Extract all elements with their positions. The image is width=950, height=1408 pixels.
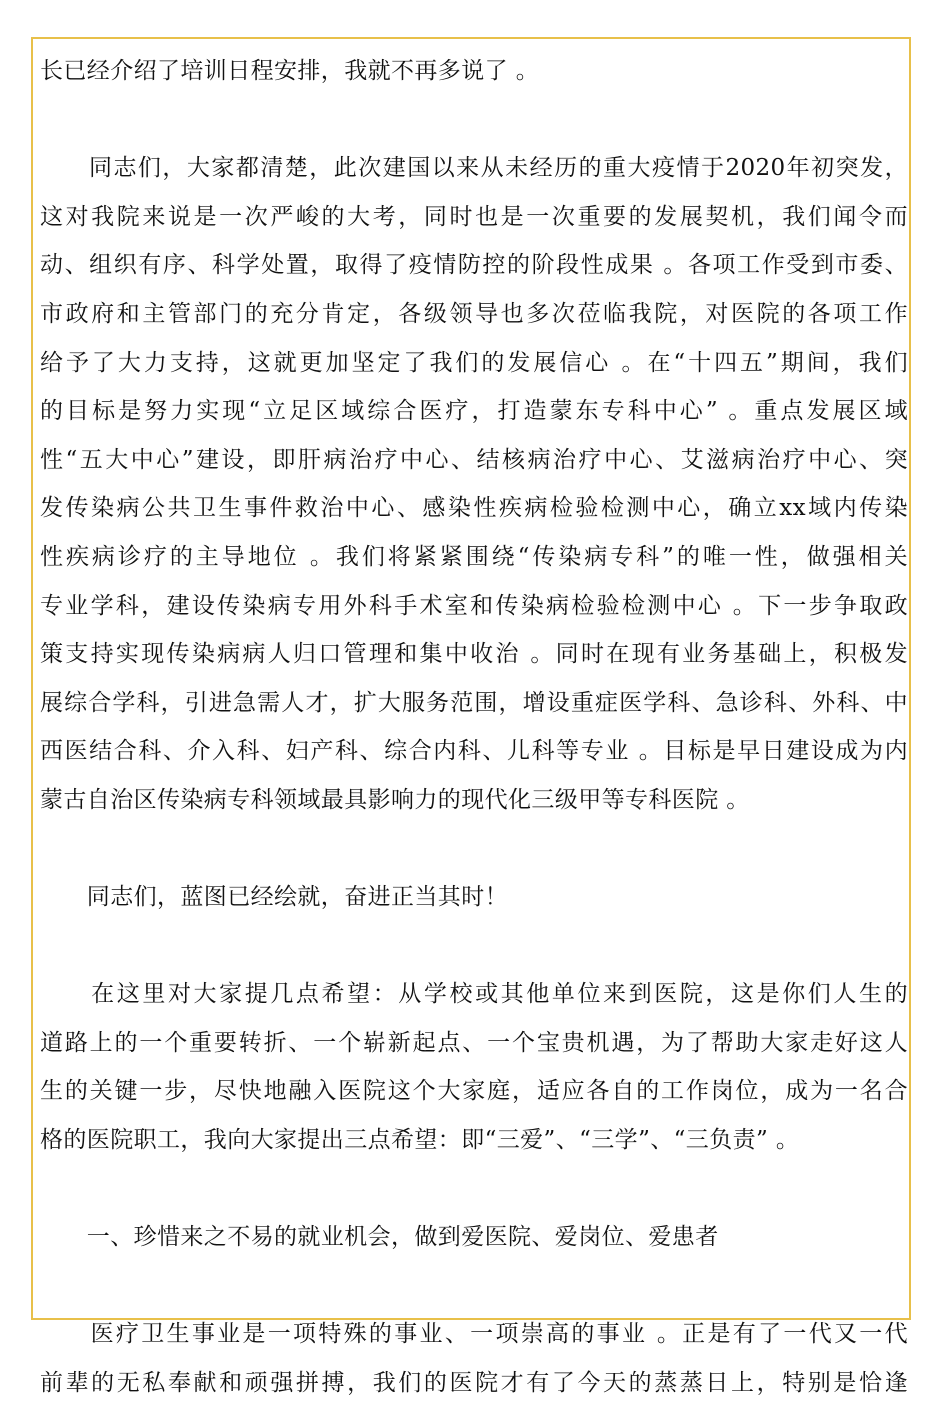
text-line: 性“五大中心”建设，即肝病治疗中心、结核病治疗中心、艾滋病治疗中心、突 <box>40 446 908 473</box>
text-line: 策支持实现传染病病人归口管理和集中收治 。同时在现有业务基础上，积极发 <box>40 641 908 668</box>
text-line: 道路上的一个重要转折、一个崭新起点、一个宝贵机遇，为了帮助大家走好这人 <box>40 1029 908 1056</box>
paragraph-gap <box>40 922 908 971</box>
paragraph-gap <box>40 1165 908 1214</box>
text-line: 发传染病公共卫生事件救治中心、感染性疾病检验检测中心，确立xx域内传染 <box>40 495 908 522</box>
text-line: 西医结合科、介入科、妇产科、综合内科、儿科等专业 。目标是早日建设成为内 <box>40 738 908 765</box>
text-line: 动、组织有序、科学处置，取得了疫情防控的阶段性成果 。各项工作受到市委、 <box>40 252 908 279</box>
text-line: 生的关键一步，尽快地融入医院这个大家庭，适应各自的工作岗位，成为一名合 <box>40 1078 908 1105</box>
text-line: 蒙古自治区传染病专科领域最具影响力的现代化三级甲等专科医院 。 <box>40 786 750 813</box>
text-line: 这对我院来说是一次严峻的大考，同时也是一次重要的发展契机，我们闻令而 <box>40 203 908 230</box>
text-line: 医疗卫生事业是一项特殊的事业、一项崇高的事业 。正是有了一代又一代 <box>40 1321 908 1348</box>
text-line: 专业学科，建设传染病专用外科手术室和传染病检验检测中心 。下一步争取政 <box>40 592 908 619</box>
text-line: 给予了大力支持，这就更加坚定了我们的发展信心 。在“十四五”期间，我们 <box>40 349 908 376</box>
text-line: 同志们，蓝图已经绘就，奋进正当其时！ <box>40 884 508 911</box>
text-line: 长已经介绍了培训日程安排，我就不再多说了 。 <box>40 58 540 84</box>
text-line: 格的医院职工，我向大家提出三点希望：即“三爱”、“三学”、“三负责” 。 <box>40 1127 800 1154</box>
text-line: 前辈的无私奉献和顽强拼搏，我们的医院才有了今天的蒸蒸日上，特别是恰逢 <box>40 1370 908 1397</box>
text-line: 性疾病诊疗的主导地位 。我们将紧紧围绕“传染病专科”的唯一性，做强相关 <box>40 543 908 570</box>
paragraph-gap <box>40 96 908 145</box>
text-line: 的目标是努力实现“立足区域综合医疗，打造蒙东专科中心” 。重点发展区域 <box>40 398 908 425</box>
paragraph-gap <box>40 825 908 874</box>
text-line: 市政府和主管部门的充分肯定，各级领导也多次莅临我院，对医院的各项工作 <box>40 300 908 327</box>
document-body <box>40 47 908 1408</box>
section-heading: 一、珍惜来之不易的就业机会，做到爱医院、爱岗位、爱患者 <box>40 1224 719 1251</box>
text-line: 同志们，大家都清楚，此次建国以来从未经历的重大疫情于2020年初突发， <box>40 155 908 182</box>
text-line: 在这里对大家提几点希望：从学校或其他单位来到医院，这是你们人生的 <box>40 981 908 1008</box>
text-line: 展综合学科，引进急需人才，扩大服务范围，增设重症医学科、急诊科、外科、中 <box>40 689 908 716</box>
paragraph-gap <box>40 1262 908 1311</box>
